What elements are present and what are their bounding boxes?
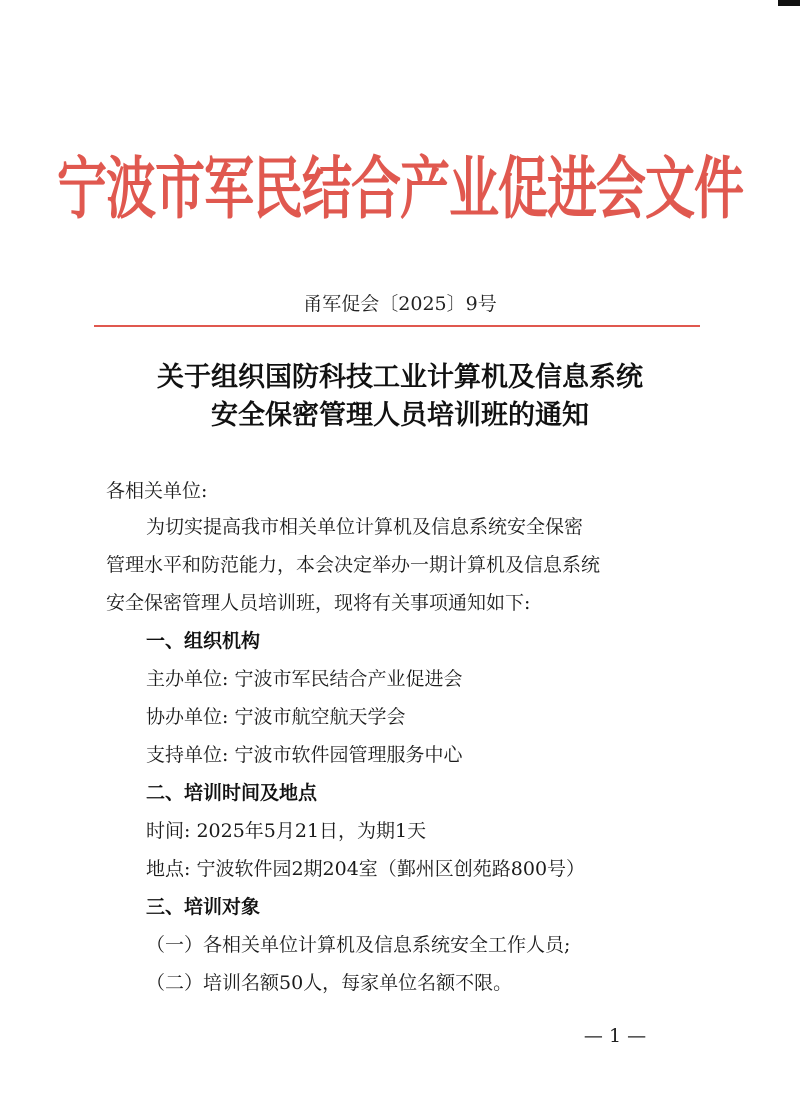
red-divider-line bbox=[94, 325, 700, 327]
training-location: 地点: 宁波软件园2期204室（鄞州区创苑路800号） bbox=[146, 858, 586, 880]
salutation: 各相关单位: bbox=[106, 480, 208, 502]
training-time: 时间: 2025年5月21日，为期1天 bbox=[146, 820, 427, 842]
section-2-heading: 二、培训时间及地点 bbox=[146, 782, 318, 804]
intro-paragraph-line-3: 安全保密管理人员培训班，现将有关事项通知如下: bbox=[106, 592, 531, 614]
notice-title-line-2: 安全保密管理人员培训班的通知 bbox=[211, 400, 589, 431]
intro-paragraph-line-1: 为切实提高我市相关单位计算机及信息系统安全保密 bbox=[146, 516, 584, 538]
page-number: — 1 — bbox=[583, 1025, 647, 1047]
section-1-heading: 一、组织机构 bbox=[146, 630, 261, 652]
section-3-heading: 三、培训对象 bbox=[146, 896, 261, 918]
host-organization: 主办单位: 宁波市军民结合产业促进会 bbox=[146, 668, 463, 690]
co-organizer: 协办单位: 宁波市航空航天学会 bbox=[146, 706, 406, 728]
corner-mark bbox=[778, 0, 800, 6]
training-target-item-2: （二）培训名额50人，每家单位名额不限。 bbox=[146, 972, 513, 994]
supporting-organization: 支持单位: 宁波市软件园管理服务中心 bbox=[146, 744, 463, 766]
document-number: 甬军促会〔2025〕9号 bbox=[303, 293, 497, 315]
notice-title-line-1: 关于组织国防科技工业计算机及信息系统 bbox=[157, 362, 643, 393]
intro-paragraph-line-2: 管理水平和防范能力，本会决定举办一期计算机及信息系统 bbox=[106, 554, 601, 576]
training-target-item-1: （一）各相关单位计算机及信息系统安全工作人员; bbox=[146, 934, 571, 956]
document-header-title: 宁波市军民结合产业促进会文件 bbox=[57, 149, 743, 228]
